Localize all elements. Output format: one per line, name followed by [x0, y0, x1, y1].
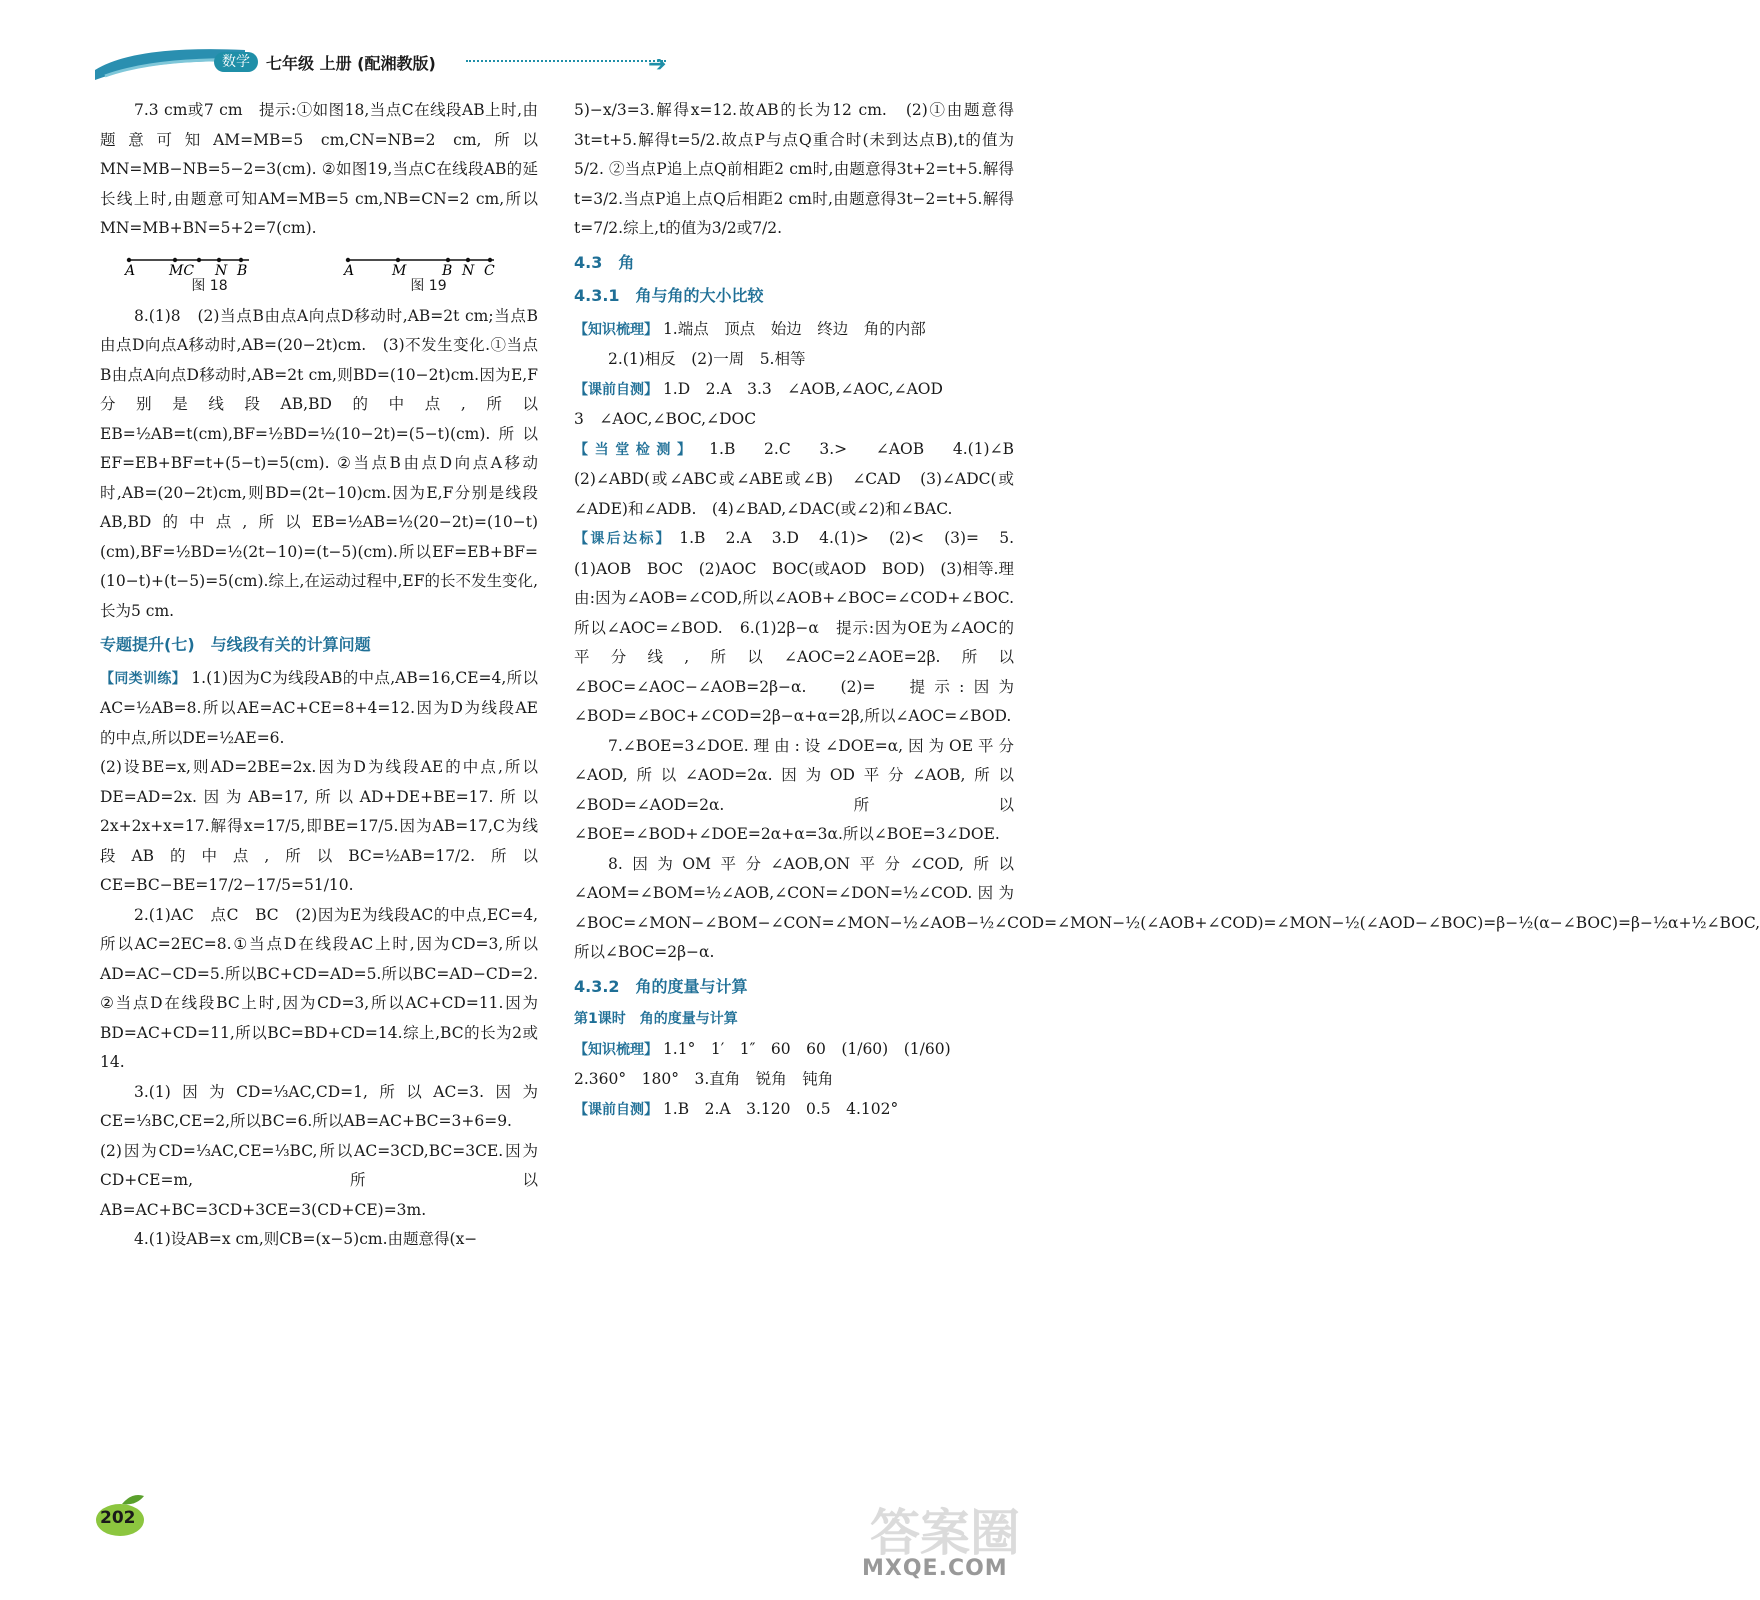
pre-class-test-b: [574, 1095, 1014, 1126]
section-title-topic-7: 专题提升(七) 与线段有关的计算问题: [100, 635, 371, 654]
topic-7-q3-1: 3.(1)因为CD=⅓AC,CD=1,所以AC=3.因为CE=⅓BC,CE=2,所以BC=6.所以AB=AC+BC=3+6=9.: [100, 1082, 538, 1130]
knowledge-review-b1-text: 1.1° 1′ 1″ 60 60 (1/60) (1/60): [662, 1039, 951, 1058]
subject-badge: 数学: [214, 52, 258, 72]
tag-knowledge-review-2: 【知识梳理】: [574, 1041, 658, 1058]
lesson-title: 第1课时 角的度量与计算: [574, 1011, 738, 1027]
fig19-label-m: M: [391, 262, 406, 279]
fig18-label-n: N: [214, 262, 227, 279]
figure-18-caption: 图 18: [191, 277, 228, 294]
after-class-1-text: 1.B 2.A 3.D 4.(1)> (2)< (3)= 5.(1)AOB BOC (2)AOC BOC(或AOD BOD) (3)相等.理由:因为∠AOB=∠COD,所以∠AOB+∠BOC=∠COD+∠BOC.所以∠AOC=∠BOD. 6.(1)2β−α 提示:因为OE为∠AOC的平分线,所以∠AOC=2∠AOE=2β.所以∠BOC=∠AOC−∠AOB=2β−α. (2)= 提示:因为∠BOD=∠BOC+∠COD=2β−α+α=2β,所以∠AOC=∠BOD.: [574, 529, 1014, 725]
answer-7: 7.3 cm或7 cm 提示:①如图18,当点C在线段AB上时,由题意可知AM=MB=5 cm,CN=NB=2 cm,所以MN=MB−NB=5−2=3(cm). ②如图19,当点C在线段AB的延长线上时,由题意可知AM=MB=5 cm,NB=CN=2 cm,所以MN=MB+BN=5+2=7(cm).: [100, 101, 538, 237]
pre-class-test-1-text: 1.D 2.A 3.3 ∠AOB,∠AOC,∠AOD: [662, 379, 943, 398]
tag-similar-training: 【同类训练】: [100, 670, 187, 687]
section-title-4-3: 4.3 角: [574, 252, 635, 272]
tag-pre-class-test-2: 【课前自测】: [574, 1101, 658, 1118]
header-dotted-line: [466, 60, 666, 62]
pre-class-test-1: [574, 375, 1014, 406]
figure-19: [344, 252, 514, 296]
figure-19-line: [343, 252, 504, 279]
topic-7-q4-cont: 5)−x/3=3.解得x=12.故AB的长为12 cm. (2)①由题意得3t=t+5.解得t=5/2.故点P与点Q重合时(未到达点B),t的值为5/2. ②当点P追上点Q前相距2 cm时,由题意得3t+2=t+5.解得t=3/2.当点P追上点Q后相距2 cm时,由题意得3t−2=t+5.解得t=7/2.综上,t的值为3/2或7/2.: [574, 101, 1014, 237]
knowledge-review-1: [574, 315, 1014, 346]
knowledge-review-1-text: 1.端点 顶点 始边 终边 角的内部: [662, 319, 926, 338]
pre-class-test-b-text: 1.B 2.A 3.120 0.5 4.102°: [662, 1099, 899, 1118]
fig19-label-a: A: [343, 262, 354, 279]
fig19-label-b: B: [441, 262, 452, 279]
tag-after-class: 【课后达标】: [574, 531, 672, 547]
after-class-1: [574, 524, 1014, 732]
book-title: 七年级 上册 (配湘教版): [266, 54, 436, 73]
fig18-label-a: A: [124, 262, 135, 279]
after-class-7: 7.∠BOE=3∠DOE.理由:设∠DOE=α,因为OE平分∠AOD,所以∠AOD=2α.因为OD平分∠AOB,所以∠BOD=∠AOD=2α.所以∠BOE=∠BOD+∠DOE=2α+α=3α.所以∠BOE=3∠DOE.: [574, 736, 1014, 843]
section-title-4-3-1: 4.3.1 角与角的大小比较: [574, 286, 764, 305]
fig18-label-mc: MC: [168, 262, 194, 279]
figure-18-line: [124, 252, 255, 279]
topic-7-q2: 2.(1)AC 点C BC (2)因为E为线段AC的中点,EC=4,所以AC=2EC=8.①当点D在线段AC上时,因为CD=3,所以AD=AC−CD=5.所以BC+CD=AD=5.所以BC=AD−CD=2. ②当点D在线段BC上时,因为CD=3,所以AC+CD=11.因为BD=AC+CD=11,所以BC=BD+CD=14.综上,BC的长为2或14.: [100, 905, 538, 1071]
in-class-check-text: 1.B 2.C 3.> ∠AOB 4.(1)∠B (2)∠ABD(或∠ABC或∠ABE或∠B) ∠CAD (3)∠ADC(或∠ADE)和∠ADB. (4)∠BAD,∠DAC(或∠2)和∠BAC.: [574, 439, 1030, 518]
tag-in-class-check: 【当堂检测】: [574, 441, 698, 458]
in-class-check: [574, 435, 1030, 525]
fig19-label-c: C: [483, 262, 495, 279]
page-number: 202: [100, 1508, 136, 1528]
right-column: [574, 96, 1760, 1125]
fig18-label-b: B: [236, 262, 247, 279]
topic-7-q1: [100, 664, 538, 754]
header-arrow-icon: ➔: [648, 52, 667, 77]
tag-pre-class-test: 【课前自测】: [574, 381, 658, 398]
watermark-top-text: 答案圈: [870, 1504, 1020, 1562]
after-class-8: 8.因为OM平分∠AOB,ON平分∠COD,所以∠AOM=∠BOM=½∠AOB,∠CON=∠DON=½∠COD.因为∠BOC=∠MON−∠BOM−∠CON=∠MON−½∠AOB−½∠COD=∠MON−½(∠AOB+∠COD)=∠MON−½(∠AOD−∠BOC)=β−½(α−∠BOC)=β−½α+½∠BOC,所以∠BOC=2β−α.: [574, 854, 1760, 961]
section-title-4-3-2: 4.3.2 角的度量与计算: [574, 976, 748, 996]
left-column: [100, 96, 538, 1255]
pre-class-test-2: 3 ∠AOC,∠BOC,∠DOC: [574, 410, 757, 428]
tag-knowledge-review: 【知识梳理】: [574, 321, 658, 338]
figure-18: [125, 252, 295, 296]
topic-7-q3-2: (2)因为CD=⅓AC,CE=⅓BC,所以AC=3CD,BC=3CE.因为CD+CE=m,所以AB=AC+BC=3CD+3CE=3(CD+CE)=3m.: [100, 1141, 538, 1219]
knowledge-review-2: 2.(1)相反 (2)一周 5.相等: [608, 350, 806, 368]
answer-8: 8.(1)8 (2)当点B由点A向点D移动时,AB=2t cm;当点B由点D向点A移动时,AB=(20−2t)cm. (3)不发生变化.①当点B由点A向点D移动时,AB=2t cm,则BD=(10−2t)cm.因为E,F分别是线段AB,BD的中点,所以EB=½AB=t(cm),BF=½BD=½(10−2t)=(5−t)(cm).所以EF=EB+BF=t+(5−t)=5(cm). ②当点B由点D向点A移动时,AB=(20−2t)cm,则BD=(2t−10)cm.因为E,F分别是线段AB,BD的中点,所以EB=½AB=½(20−2t)=(10−t)(cm),BF=½BD=½(2t−10)=(t−5)(cm).所以EF=EB+BF=(10−t)+(t−5)=5(cm).综上,在运动过程中,EF的长不发生变化,长为5 cm.: [100, 306, 538, 620]
watermark-url: MXQE.COM: [862, 1556, 1008, 1581]
fig19-label-n: N: [461, 262, 474, 279]
page-header: [0, 0, 1058, 90]
topic-7-q1-text: 1.(1)因为C为线段AB的中点,AB=16,CE=4,所以AC=½AB=8.所以AE=AC+CE=8+4=12.因为D为线段AE的中点,所以DE=½AE=6.: [100, 668, 538, 747]
topic-7-q1-2: (2)设BE=x,则AD=2BE=2x.因为D为线段AE的中点,所以DE=AD=2x.因为AB=17,所以AD+DE+BE=17.所以2x+2x+x=17.解得x=17/5,即BE=17/5.因为AB=17,C为线段AB的中点,所以BC=½AB=17/2.所以CE=BC−BE=17/2−17/5=51/10.: [100, 758, 538, 894]
figures-18-19: [100, 252, 538, 296]
figure-19-caption: 图 19: [410, 277, 447, 294]
topic-7-q4-start: 4.(1)设AB=x cm,则CB=(x−5)cm.由题意得(x−: [134, 1230, 478, 1248]
knowledge-review-b2: 2.360° 180° 3.直角 锐角 钝角: [574, 1070, 834, 1088]
knowledge-review-b1: [574, 1035, 1014, 1066]
